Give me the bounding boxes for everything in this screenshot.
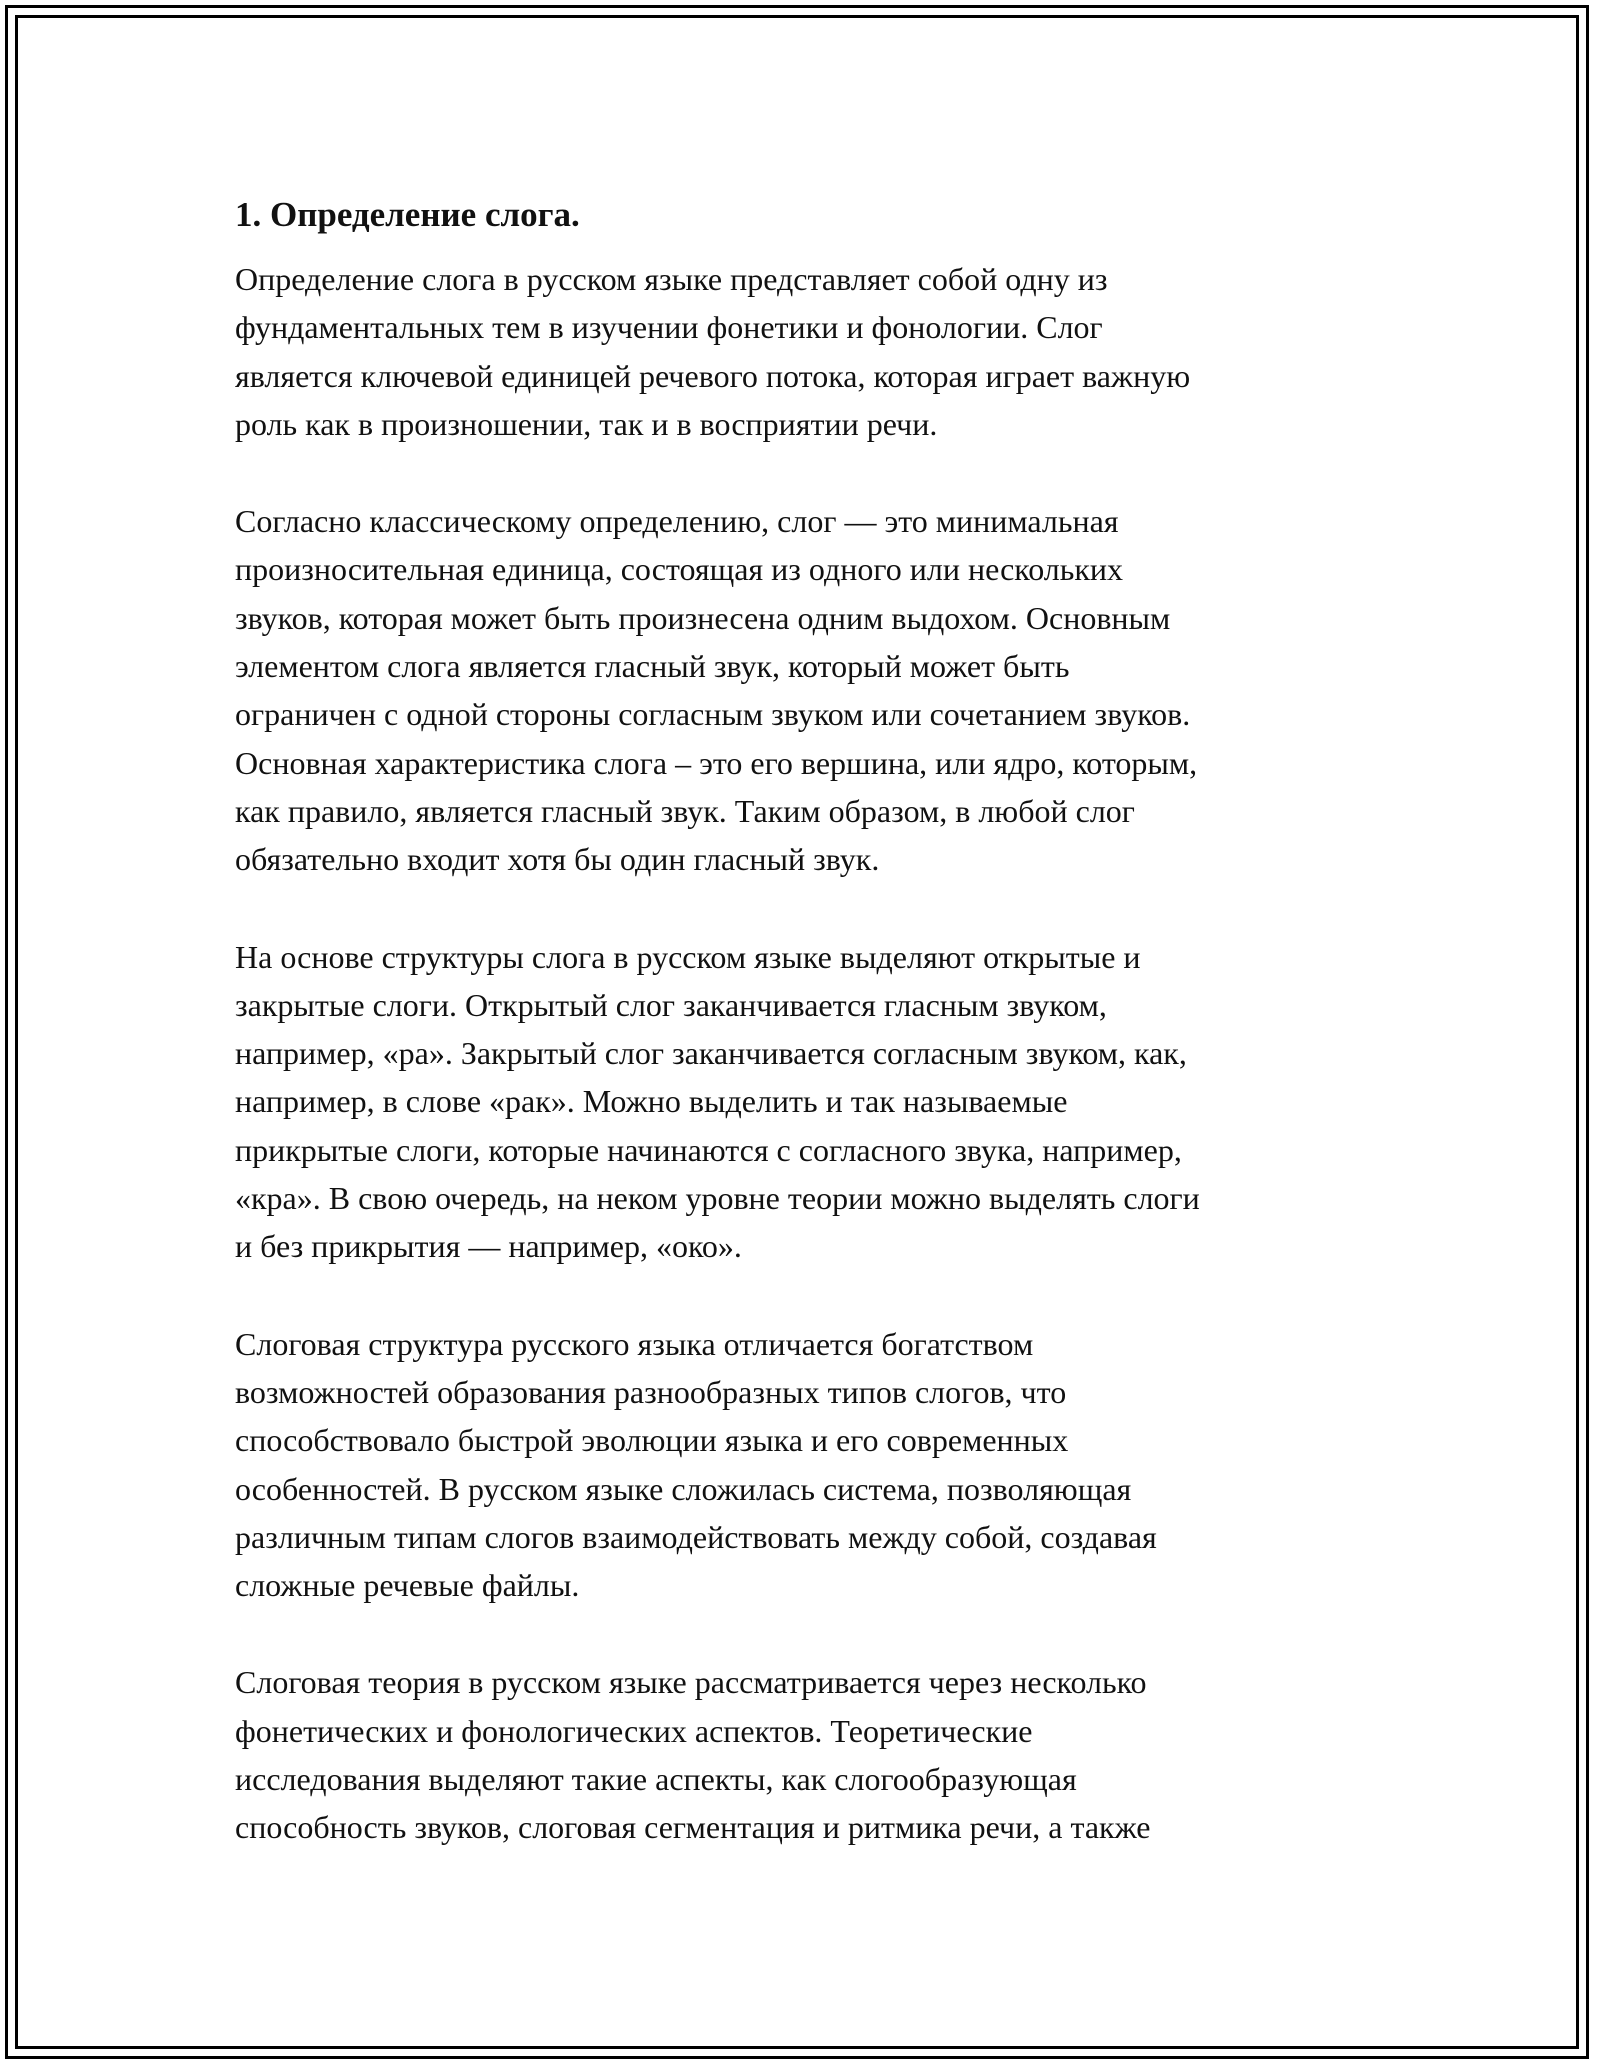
paragraph-line: произносительная единица, состоящая из одного или нескольких bbox=[235, 551, 1123, 588]
paragraph-line: как правило, является гласный звук. Таким образом, в любой слог bbox=[235, 792, 1135, 829]
paragraph-line: элементом слога является гласный звук, который может быть bbox=[235, 648, 1070, 685]
paragraph-line: особенностей. В русском языке сложилась система, позволяющая bbox=[235, 1470, 1132, 1507]
paragraph-line: ограничен с одной стороны согласным звуком или сочетанием звуков. bbox=[235, 696, 1191, 733]
paragraph-line: например, «ра». Закрытый слог заканчивается согласным звуком, как, bbox=[235, 1035, 1187, 1072]
paragraph-line: фонетических и фонологических аспектов. Теоретические bbox=[235, 1712, 1033, 1749]
paragraph-1 bbox=[235, 255, 1370, 448]
paragraph-line: обязательно входит хотя бы один гласный звук. bbox=[235, 841, 880, 878]
paragraph-line: На основе структуры слога в русском языке выделяют открытые и bbox=[235, 938, 1141, 975]
paragraph-line: является ключевой единицей речевого потока, которая играет важную bbox=[235, 357, 1191, 394]
paragraph-line: исследования выделяют такие аспекты, как слогообразующая bbox=[235, 1761, 1077, 1798]
paragraph-line: Слоговая структура русского языка отличается богатством bbox=[235, 1325, 1034, 1362]
paragraph-line: способность звуков, слоговая сегментация и ритмика речи, а также bbox=[235, 1809, 1151, 1846]
paragraph-4 bbox=[235, 1320, 1370, 1610]
paragraph-line: например, в слове «рак». Можно выделить и так называемые bbox=[235, 1083, 1068, 1120]
paragraph-line: «кра». В свою очередь, на неком уровне теории можно выделять слоги bbox=[235, 1180, 1200, 1217]
paragraph-line: способствовало быстрой эволюции языка и его современных bbox=[235, 1422, 1069, 1459]
paragraph-line: прикрытые слоги, которые начинаются с согласного звука, например, bbox=[235, 1131, 1182, 1168]
paragraph-line: Определение слога в русском языке представляет собой одну из bbox=[235, 261, 1108, 297]
paragraph-line: Согласно классическому определению, слог — это минимальная bbox=[235, 503, 1119, 540]
section-heading: 1. Определение слога. bbox=[235, 195, 580, 234]
paragraph-line: различным типам слогов взаимодействовать между собой, создавая bbox=[235, 1518, 1157, 1555]
paragraph-line: фундаментальных тем в изучении фонетики и фонологии. Слог bbox=[235, 309, 1103, 346]
paragraph-line: и без прикрытия — например, «око». bbox=[235, 1228, 742, 1265]
paragraph-2 bbox=[235, 497, 1370, 883]
paragraph-line: Слоговая теория в русском языке рассматривается через несколько bbox=[235, 1664, 1147, 1701]
paragraph-line: звуков, которая может быть произнесена одним выдохом. Основным bbox=[235, 599, 1171, 636]
paragraph-line: закрытые слоги. Открытый слог заканчивается гласным звуком, bbox=[235, 986, 1107, 1023]
paragraph-line: возможностей образования разнообразных типов слогов, что bbox=[235, 1373, 1067, 1410]
paragraph-5 bbox=[235, 1658, 1370, 1851]
paragraph-3 bbox=[235, 933, 1370, 1271]
paragraph-line: Основная характеристика слога – это его вершина, или ядро, которым, bbox=[235, 744, 1198, 781]
paragraph-line: роль как в произношении, так и в восприятии речи. bbox=[235, 405, 938, 442]
document-body bbox=[235, 183, 1370, 1901]
paragraph-line: сложные речевые файлы. bbox=[235, 1567, 580, 1604]
